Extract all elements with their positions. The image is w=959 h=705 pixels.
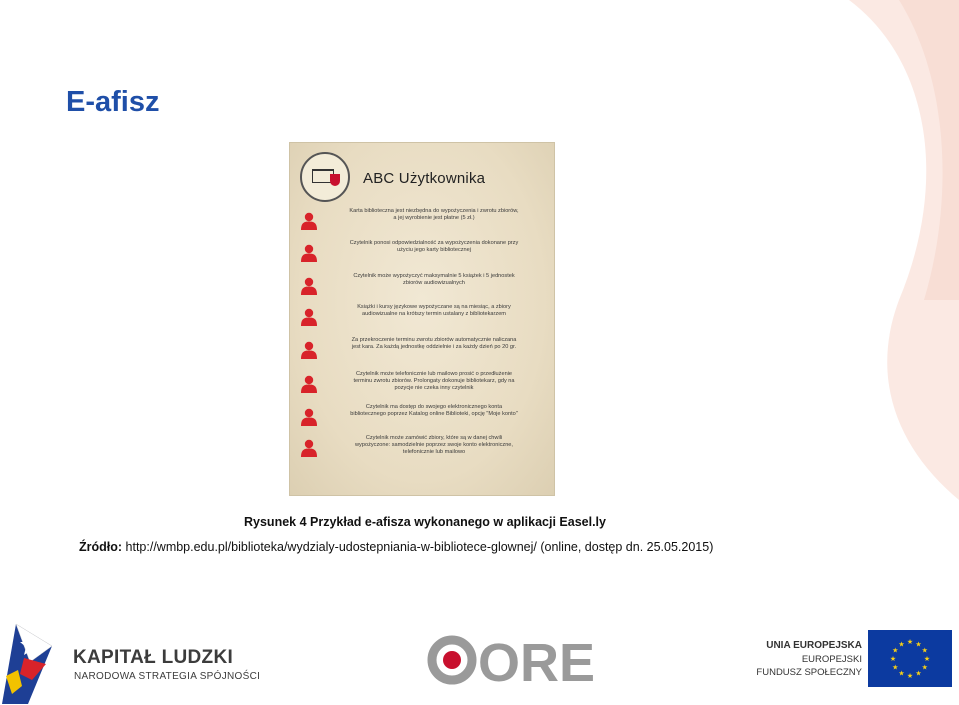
user-icon — [301, 277, 317, 295]
library-seal-logo — [300, 152, 350, 202]
poster-rule-text: Za przekroczenie terminu zwrotu zbiorów automatycznie naliczana jest kara. Za każdą jednostkę oddzielnie i za każdy dzień po 20 gr. — [351, 337, 517, 350]
kapital-ludzki-subtitle: NARODOWA STRATEGIA SPÓJNOŚCI — [74, 671, 261, 682]
eu-star: ★ — [889, 656, 897, 663]
ore-text: ORE — [478, 633, 596, 693]
eu-star: ★ — [892, 647, 899, 655]
eu-star: ★ — [921, 664, 928, 672]
poster-rule — [296, 402, 550, 433]
eu-star: ★ — [923, 656, 931, 663]
eu-star: ★ — [915, 670, 922, 678]
user-icon — [301, 375, 317, 393]
poster-rule — [296, 433, 550, 464]
poster-rule-text: Czytelnik może telefonicznie lub mailowo prosić o przedłużenie terminu zwrotu zbiorów. Prolongaty dokonuje bibliotekarz, gdy na pozycje nie czeka inny czytelnik — [353, 371, 515, 391]
eu-star: ★ — [915, 641, 922, 649]
user-icon — [301, 212, 317, 230]
poster-title: ABC Użytkownika — [363, 170, 486, 187]
poster-rule-text: Czytelnik może zamówić zbiory, które są w danej chwili wypożyczone: samodzielnie poprzez swoje konto elektroniczne, telefonicznie lub mailowo — [355, 435, 513, 455]
source-label: Źródło: — [79, 540, 123, 554]
eu-star: ★ — [898, 641, 905, 649]
user-icon — [301, 439, 317, 457]
poster-rule — [296, 206, 550, 237]
poster-rule-text: Książki i kursy językowe wypożyczane są na miesiąc, a zbiory audiowizualne na krótszy termin ustalany z bibliotekarzem — [357, 304, 511, 317]
user-icon — [301, 408, 317, 426]
slide-title: E-afisz — [66, 86, 160, 118]
source-text: http://wmbp.edu.pl/biblioteka/wydzialy-udostepniania-w-bibliotece-glownej/ (online, dostęp dn. 25.05.2015) — [122, 540, 714, 554]
poster-image — [289, 142, 555, 496]
poster-rule — [296, 369, 550, 400]
poster-rule-text: Karta biblioteczna jest niezbędna do wypożyczenia i zwrotu zbiorów, a jej wyrobienie jest płatne (5 zł.) — [349, 208, 519, 221]
eu-star: ★ — [906, 673, 914, 680]
poster-rule-text: Czytelnik ma dostęp do swojego elektronicznego konta bibliotecznego poprzez Katalog online Biblioteki, opcję "Moje konto" — [350, 404, 518, 417]
poster-rule — [296, 302, 550, 333]
source-line — [79, 540, 713, 554]
eu-star: ★ — [921, 647, 928, 655]
poster-rule — [296, 271, 550, 302]
ore-logo — [426, 632, 596, 693]
eu-star: ★ — [892, 664, 899, 672]
user-icon — [301, 341, 317, 359]
eu-line-1: UNIA EUROPEJSKA — [766, 640, 862, 651]
background-decoration — [699, 0, 959, 500]
eu-star: ★ — [906, 639, 914, 646]
poster-rule-text: Czytelnik ponosi odpowiedzialność za wypożyczenia dokonane przy użyciu jego karty bibliotecznej — [349, 240, 519, 253]
poster-rule — [296, 335, 550, 366]
eu-line-2: EUROPEJSKI — [801, 654, 862, 665]
poster-rule — [296, 238, 550, 269]
figure-caption: Rysunek 4 Przykład e-afisza wykonanego w aplikacji Easel.ly — [244, 515, 606, 529]
kapital-ludzki-name: KAPITAŁ LUDZKI — [73, 647, 234, 668]
user-icon — [301, 308, 317, 326]
user-icon — [301, 244, 317, 262]
eu-flag-icon — [868, 630, 952, 687]
eu-line-3: FUNDUSZ SPOŁECZNY — [756, 667, 862, 678]
eu-star: ★ — [898, 670, 905, 678]
poster-rule-text: Czytelnik może wypożyczyć maksymalnie 5 książek i 5 jednostek zbiorów audiowizualnych — [353, 273, 515, 286]
kapital-ludzki-logo — [2, 616, 56, 704]
